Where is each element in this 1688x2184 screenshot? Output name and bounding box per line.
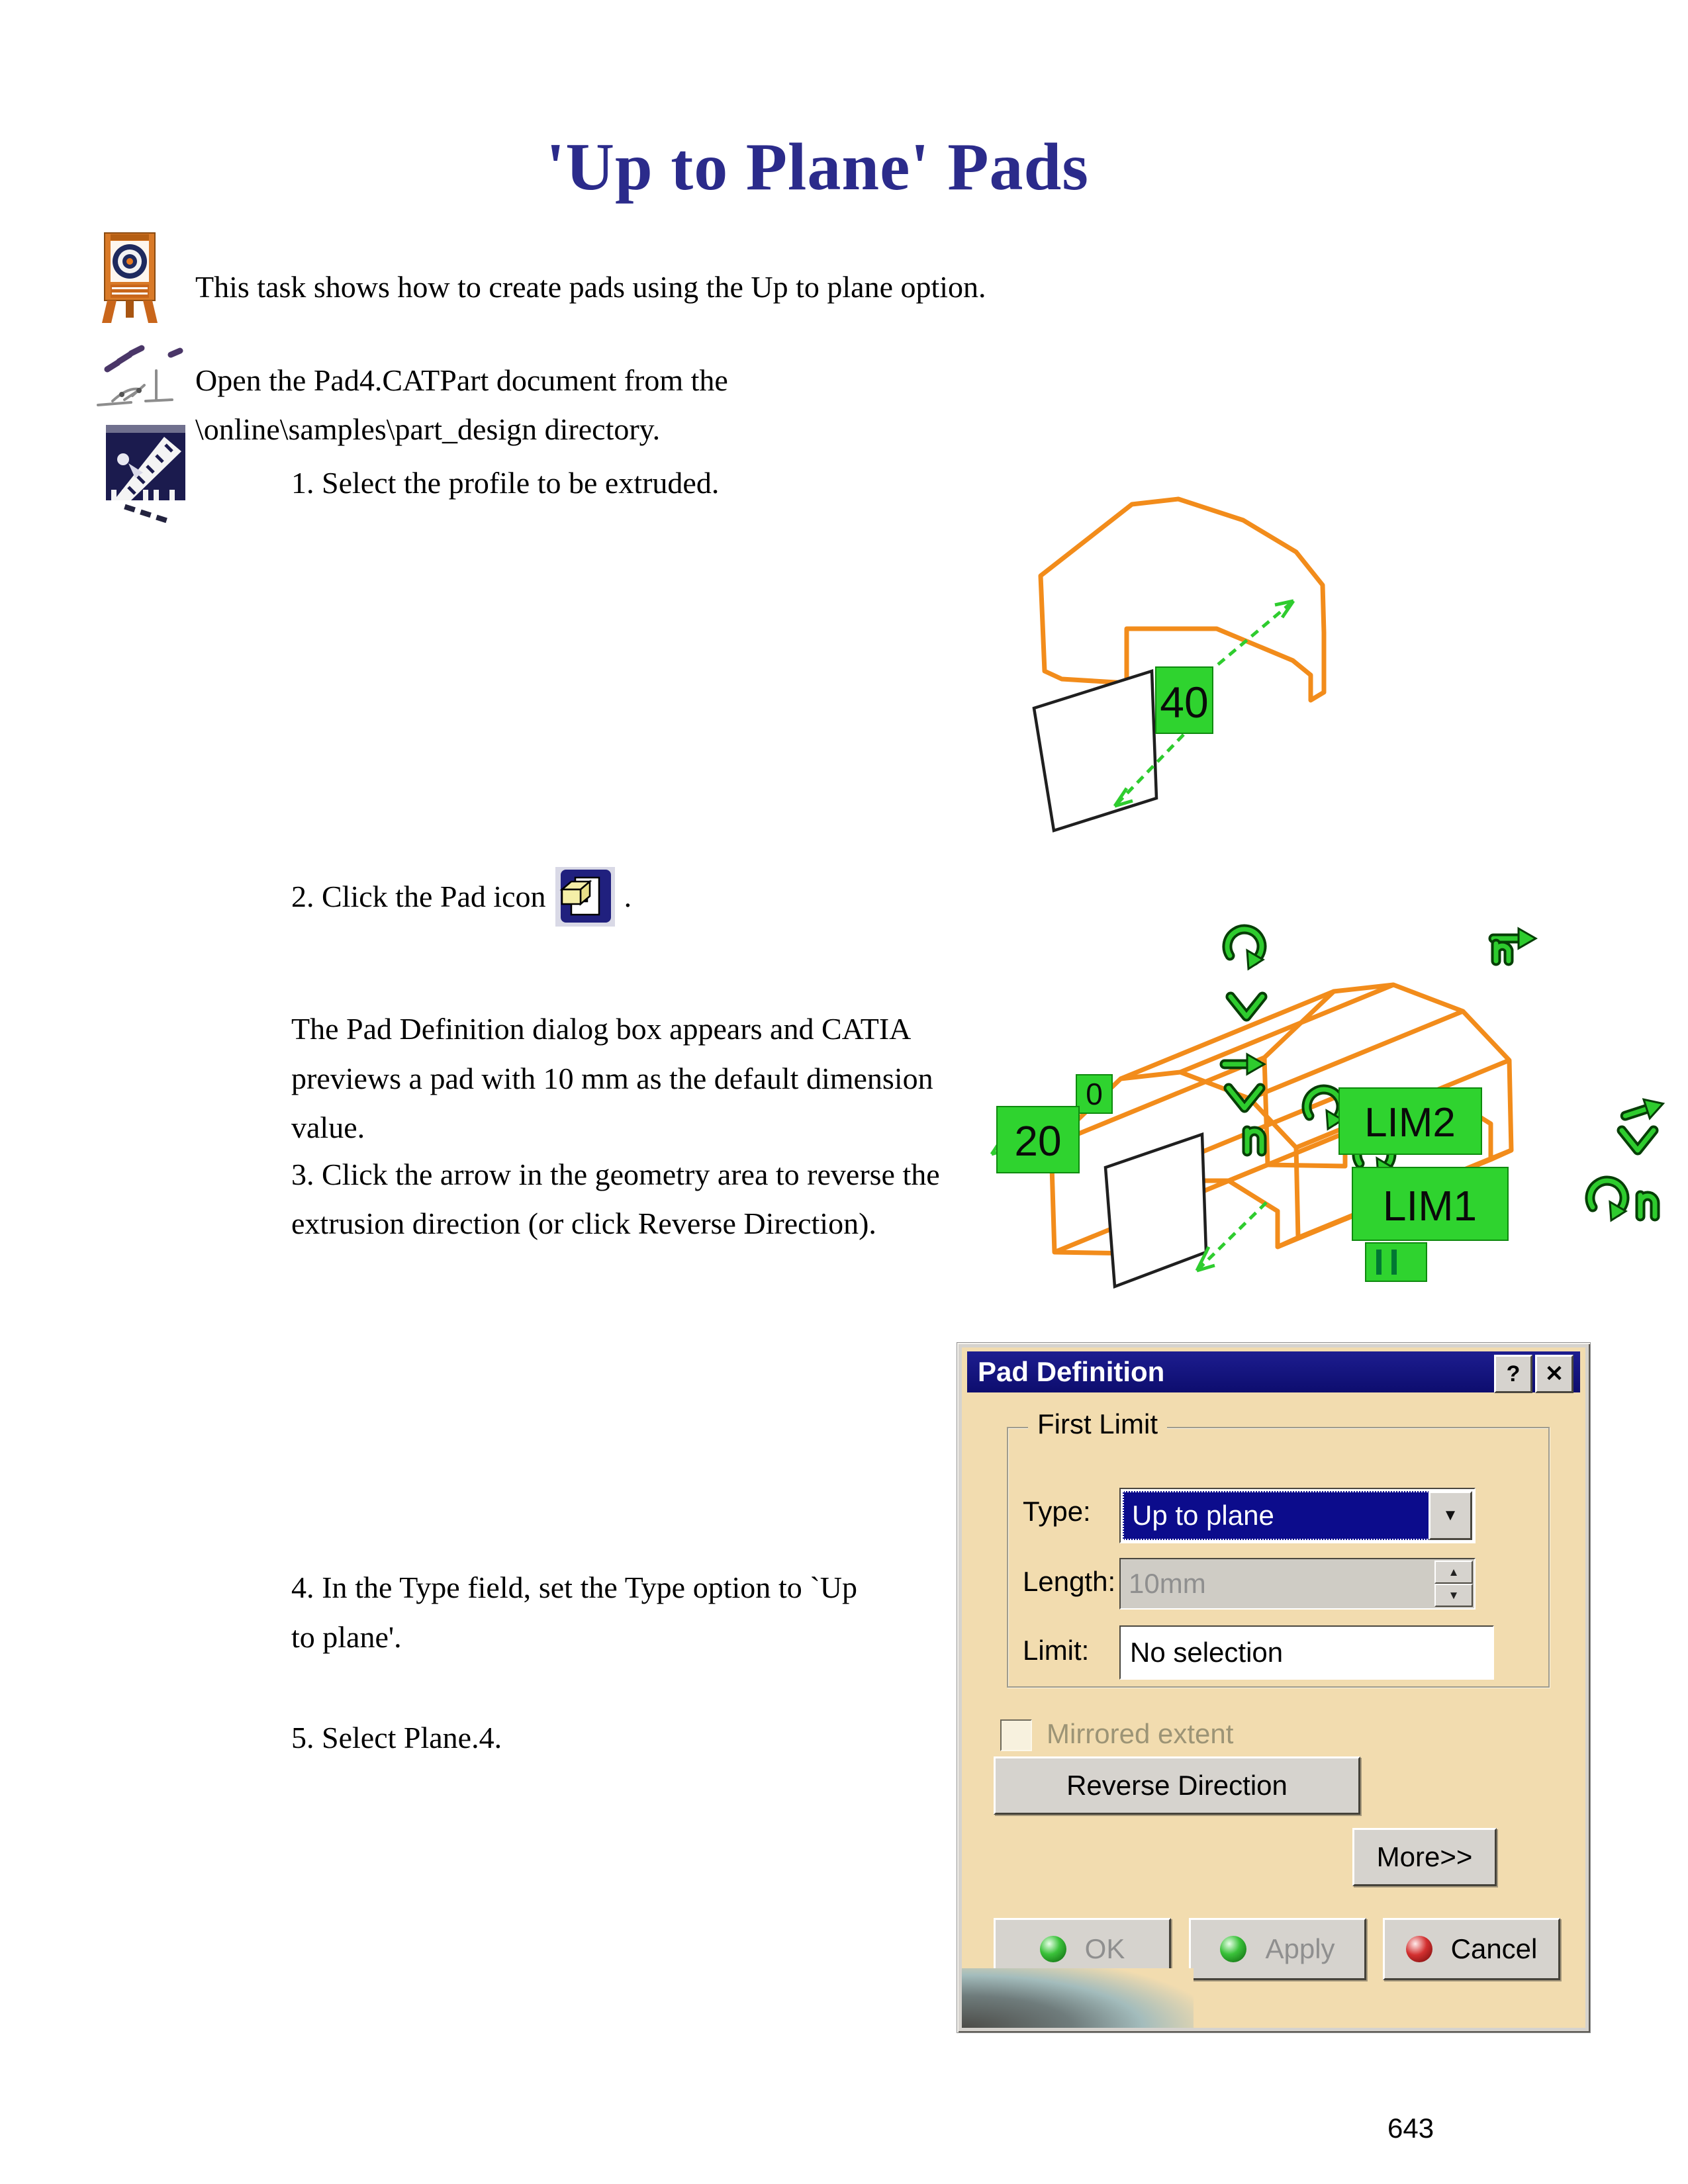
apply-button[interactable] (1189, 1918, 1366, 1980)
offset-label: 20 (1014, 1117, 1062, 1165)
limit-input[interactable] (1119, 1625, 1494, 1680)
page-title: 'Up to Plane' Pads (546, 130, 1089, 205)
cancel-sphere-icon (1406, 1936, 1432, 1962)
screenshot-corner-artifact (962, 1968, 1194, 2028)
lim1-label: LIM1 (1382, 1182, 1477, 1230)
step-1-text: 1. Select the profile to be extruded. (291, 466, 720, 500)
length-spinner (1434, 1561, 1473, 1607)
top-right-manipulator-icon (1493, 929, 1536, 961)
right-side-arrow-manipulator-icon (1622, 1094, 1666, 1125)
rotate-manipulator-icon (1227, 929, 1263, 969)
dialog-title: Pad Definition (978, 1356, 1165, 1387)
page-number: 643 (1387, 2113, 1434, 2144)
close-button[interactable]: ✕ (1535, 1355, 1573, 1393)
step-3-text: 3. Click the arrow in the geometry area to reverse the extrusion direction (or click Reverse Direction). (291, 1158, 940, 1240)
step-5-text: 5. Select Plane.4. (291, 1721, 502, 1754)
right-side-rotate-manipulator-icon (1590, 1181, 1626, 1220)
intro-task-text: This task shows how to create pads using the Up to plane option. (195, 270, 986, 304)
limit-plane (1105, 1134, 1206, 1287)
step-2-row (291, 867, 632, 927)
h-manipulator-icon (1247, 1130, 1262, 1152)
ok-button-label: OK (1084, 1933, 1125, 1964)
pad-icon (555, 867, 615, 927)
profile-sketch-figure (1013, 471, 1397, 846)
cancel-button[interactable] (1383, 1918, 1560, 1980)
offset-sup-label: 0 (1086, 1077, 1103, 1111)
pad-definition-dialog (957, 1342, 1591, 2033)
right-side-chevron-manipulator-icon (1622, 1130, 1654, 1150)
sketch-plane (1034, 671, 1156, 831)
open-document-icon (93, 331, 193, 421)
lim2-label: LIM2 (1364, 1100, 1456, 1146)
reverse-direction-button[interactable]: Reverse Direction (994, 1756, 1360, 1815)
dimension-label: 40 (1160, 678, 1209, 727)
ok-sphere-icon (1040, 1936, 1066, 1962)
mirrored-extent-label: Mirrored extent (1047, 1718, 1234, 1749)
dialog-title-bar (967, 1351, 1580, 1392)
pad-preview-figure (978, 908, 1681, 1300)
cancel-button-label: Cancel (1450, 1933, 1538, 1964)
step-4-text: 4. In the Type field, set the Type option to `Up to plane'. (291, 1570, 857, 1654)
reverse-direction-arrow-icon (1197, 1203, 1266, 1271)
pad-definition-note: The Pad Definition dialog box appears and CATIA previews a pad with 10 mm as the default dimension value. (291, 1012, 933, 1145)
limit-value: No selection (1130, 1637, 1284, 1668)
dialog-body (962, 1347, 1585, 2028)
step-2-period: . (624, 880, 632, 914)
task-target-icon (101, 232, 159, 327)
right-side-h-manipulator-icon (1640, 1195, 1655, 1216)
type-label: Type: (1023, 1496, 1091, 1527)
spinner-down-button[interactable]: ▼ (1434, 1584, 1473, 1607)
length-value: 10mm (1129, 1568, 1206, 1599)
apply-sphere-icon (1220, 1936, 1246, 1962)
scenario-icon (106, 425, 188, 525)
mirrored-extent-checkbox[interactable] (1000, 1719, 1032, 1751)
more-button[interactable]: More>> (1352, 1828, 1497, 1886)
apply-button-label: Apply (1265, 1933, 1335, 1964)
length-label: Length: (1023, 1566, 1116, 1597)
down-arrow-manipulator-icon (1231, 997, 1262, 1017)
type-dropdown-value: Up to plane (1123, 1491, 1430, 1540)
help-button[interactable]: ? (1494, 1355, 1532, 1393)
dropdown-arrow-icon[interactable]: ▼ (1429, 1491, 1472, 1540)
length-input[interactable] (1119, 1558, 1476, 1610)
intro-open-text: Open the Pad4.CATPart document from the \online\samples\part_design directory. (195, 363, 728, 446)
step-2-text: 2. Click the Pad icon (291, 880, 546, 914)
spinner-up-button[interactable]: ▲ (1434, 1561, 1473, 1584)
limit-label: Limit: (1023, 1635, 1090, 1666)
type-dropdown[interactable] (1119, 1488, 1476, 1543)
first-limit-group-label: First Limit (1028, 1408, 1167, 1440)
